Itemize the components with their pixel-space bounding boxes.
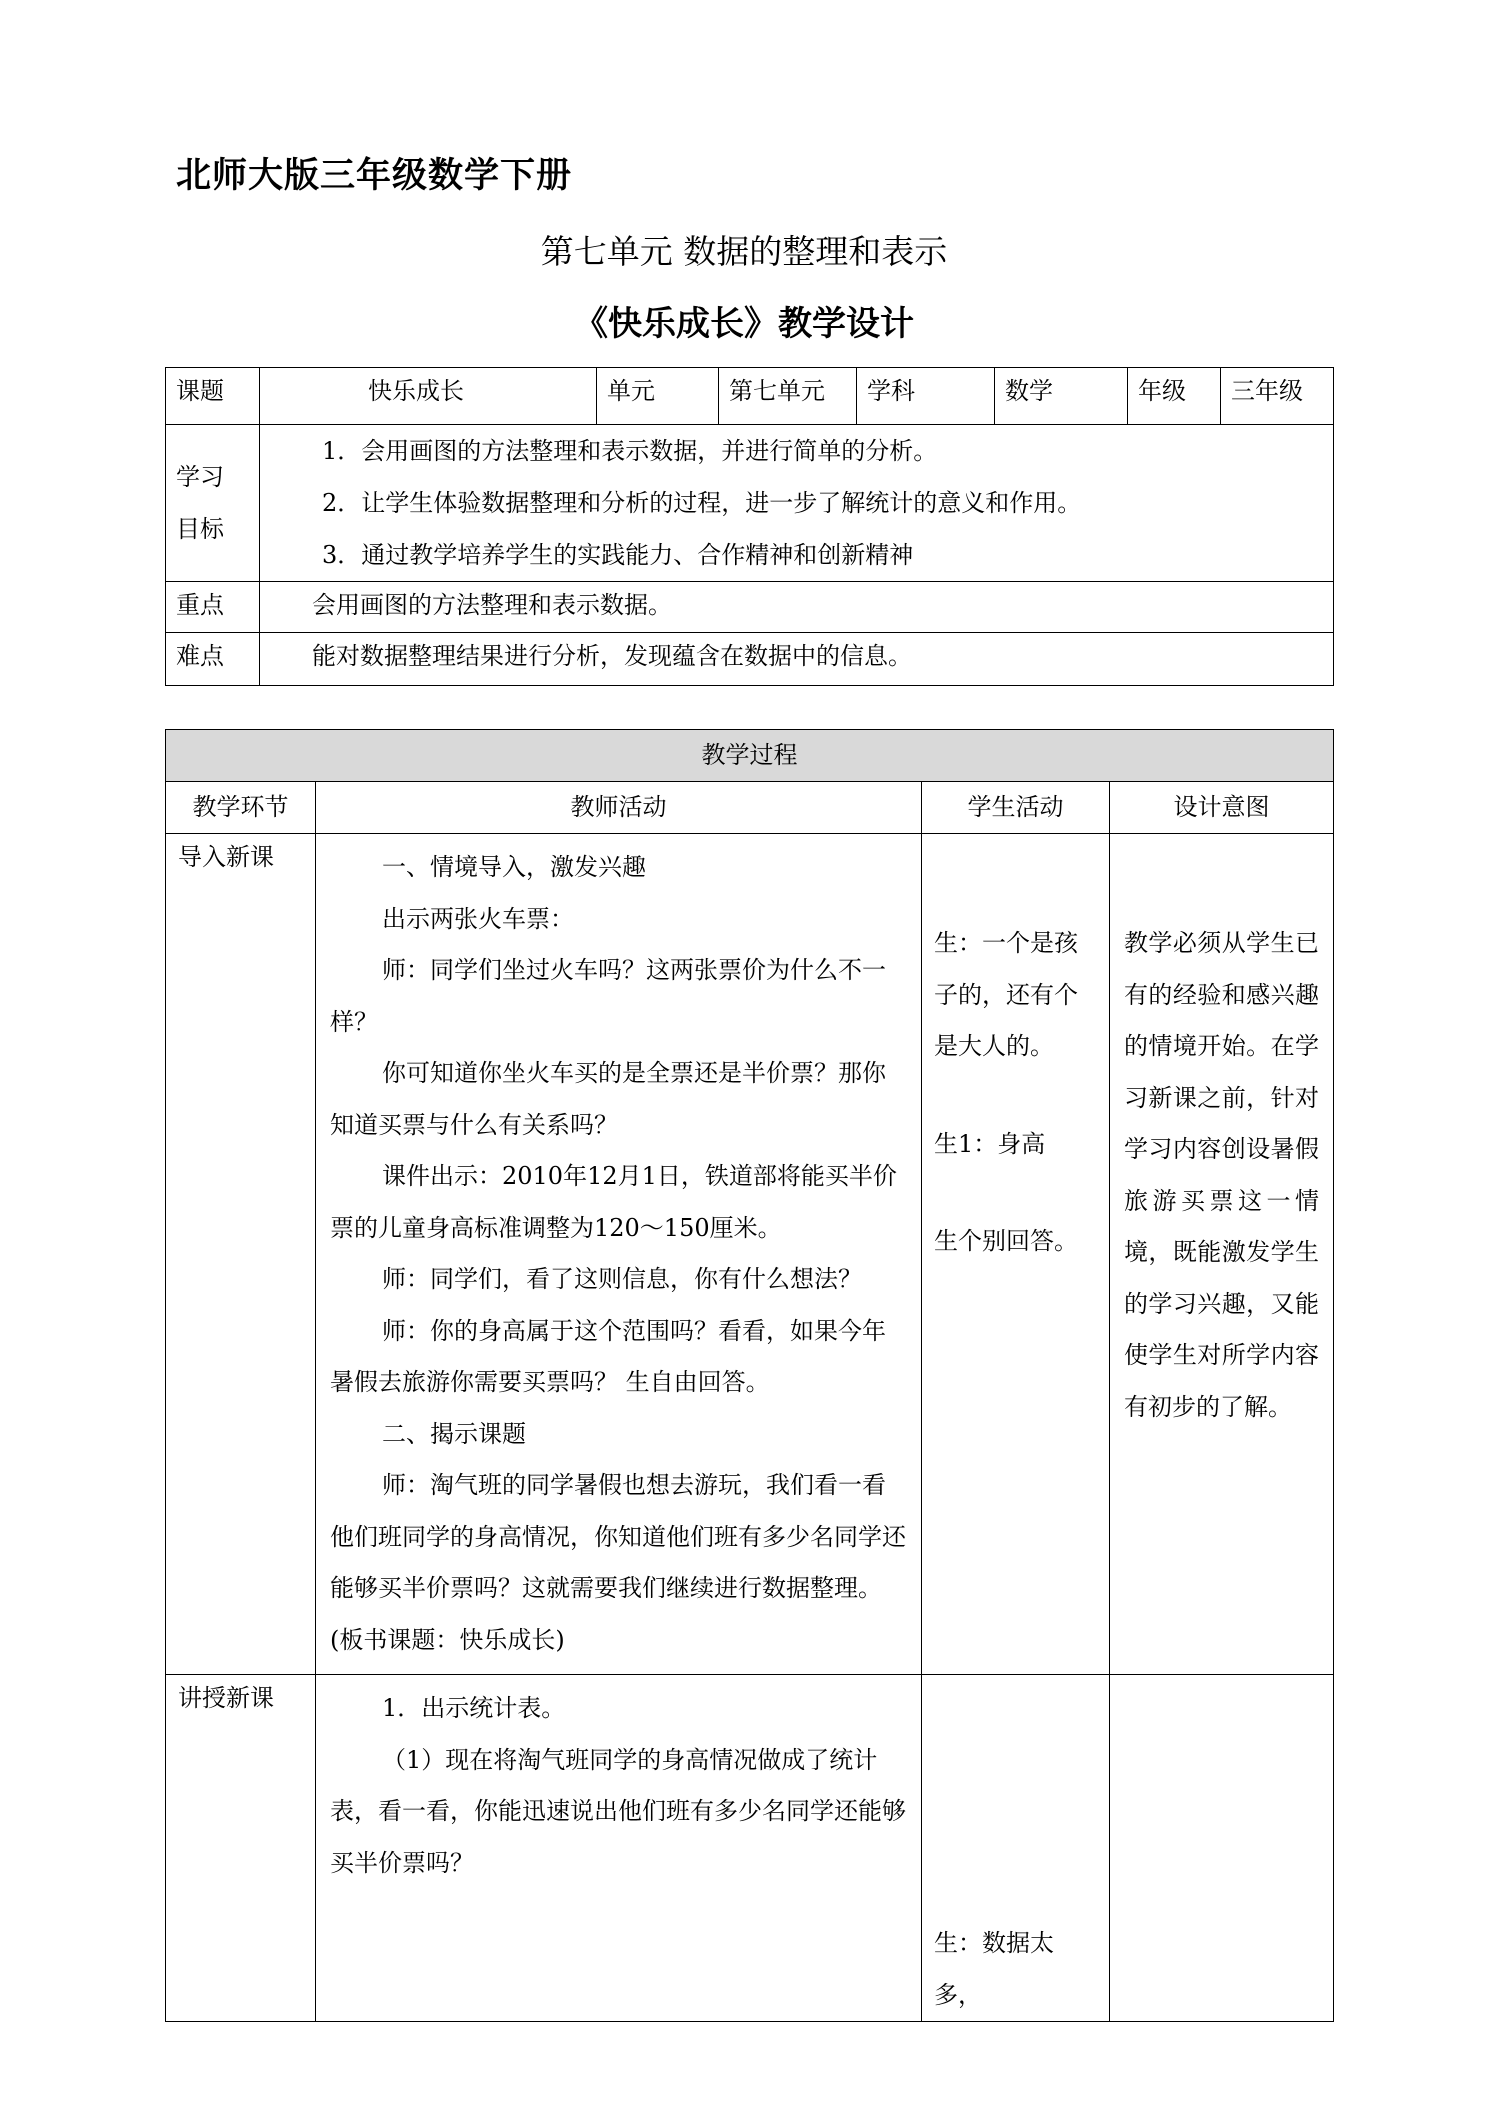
student-response: 生个别回答。	[934, 1227, 1078, 1255]
grade-value: 三年级	[1221, 368, 1334, 425]
goals-label: 学习 目标	[166, 425, 260, 582]
header-student-activity: 学生活动	[922, 782, 1110, 834]
document-series-title: 北师大版三年级数学下册	[176, 156, 573, 196]
student-response: 生：数据太多，	[934, 1929, 1054, 2009]
student-response: 生：一个是孩子的，还有个是大人的。	[934, 929, 1078, 1060]
difficulty-label: 难点	[166, 633, 260, 686]
topic-label: 课题	[166, 368, 260, 425]
goal-item: 1．会用画图的方法整理和表示数据，并进行简单的分析。	[322, 437, 938, 465]
key-point-value: 会用画图的方法整理和表示数据。	[260, 582, 1334, 633]
design-intent-intro	[1110, 834, 1334, 1675]
subject-label: 学科	[857, 368, 995, 425]
teacher-paragraph: 师：你的身高属于这个范围吗？看看，如果今年暑假去旅游你需要买票吗？ 生自由回答。	[330, 1316, 886, 1396]
teacher-paragraph: 二、揭示课题	[382, 1419, 526, 1448]
header-teacher-activity: 教师活动	[316, 782, 922, 834]
student-activity-intro	[922, 834, 1110, 1675]
difficulty-value: 能对数据整理结果进行分析，发现蕴含在数据中的信息。	[260, 633, 1334, 686]
goals-list	[260, 425, 1334, 582]
teacher-paragraph: 师：同学们坐过火车吗？这两张票价为什么不一样？	[330, 956, 886, 1036]
design-intent-text: 教学必须从学生已有的经验和感兴趣的情境开始。在学习新课之前，针对学习内容创设暑假旅游买票这一情境，既能激发学生的学习兴趣，又能使学生对所学内容有初步的了解。	[1124, 929, 1319, 1421]
lesson-title: 《快乐成长》教学设计	[574, 304, 914, 344]
student-response: 生1：身高	[934, 1129, 1046, 1158]
student-activity-new-lesson	[922, 1675, 1110, 2022]
teacher-paragraph: 课件出示：2010年12月1日，铁道部将能买半价票的儿童身高标准调整为120～150厘米。	[330, 1162, 897, 1242]
teacher-paragraph: 出示两张火车票：	[382, 904, 574, 933]
subject-value: 数学	[995, 368, 1128, 425]
teacher-paragraph: （1）现在将淘气班同学的身高情况做成了统计表，看一看，你能迅速说出他们班有多少名同学还能够买半价票吗？	[330, 1745, 906, 1877]
goal-item: 2．让学生体验数据整理和分析的过程，进一步了解统计的意义和作用。	[322, 489, 1082, 517]
teacher-paragraph: 你可知道你坐火车买的是全票还是半价票？那你知道买票与什么有关系吗？	[330, 1059, 886, 1139]
unit-title: 第七单元 数据的整理和表示	[540, 232, 948, 271]
teacher-paragraph: 1．出示统计表。	[382, 1694, 566, 1722]
teaching-process-table	[165, 729, 1334, 2022]
goal-item: 3．通过教学培养学生的实践能力、合作精神和创新精神	[322, 541, 914, 569]
header-stage: 教学环节	[166, 782, 316, 834]
design-intent-new-lesson	[1110, 1675, 1334, 2022]
key-point-label: 重点	[166, 582, 260, 633]
teacher-paragraph: 师：淘气班的同学暑假也想去游玩，我们看一看他们班同学的身高情况，你知道他们班有多少名同学还能够买半价票吗？这就需要我们继续进行数据整理。 (板书课题：快乐成长)	[330, 1471, 906, 1654]
teacher-activity-intro	[316, 834, 922, 1675]
process-title: 教学过程	[166, 730, 1334, 782]
stage-intro-label: 导入新课	[166, 834, 316, 1675]
teacher-activity-new-lesson	[316, 1675, 922, 2022]
teacher-paragraph: 一、情境导入，激发兴趣	[382, 853, 646, 881]
teacher-paragraph: 师：同学们，看了这则信息，你有什么想法？	[382, 1265, 862, 1293]
grade-label: 年级	[1128, 368, 1221, 425]
unit-label: 单元	[597, 368, 719, 425]
unit-value: 第七单元	[719, 368, 857, 425]
lesson-info-table	[165, 367, 1334, 686]
topic-value: 快乐成长	[260, 368, 597, 425]
stage-new-lesson-label: 讲授新课	[166, 1675, 316, 2022]
header-design-intent: 设计意图	[1110, 782, 1334, 834]
